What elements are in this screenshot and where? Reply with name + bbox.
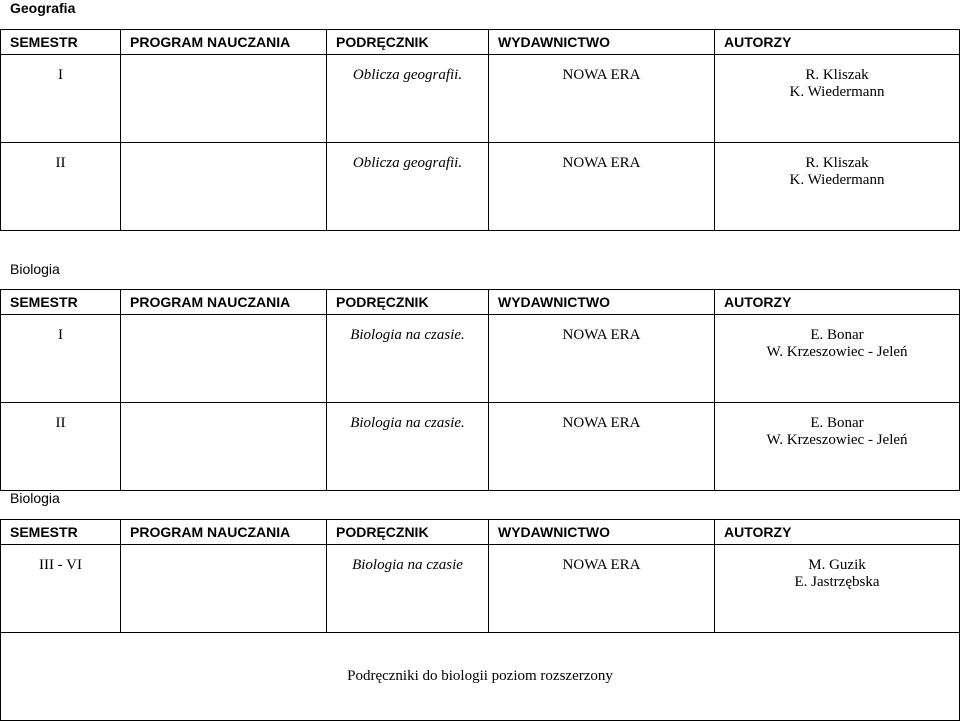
cell-wydawnictwo: NOWA ERA xyxy=(489,403,715,491)
table-row xyxy=(1,315,960,403)
cell-autorzy xyxy=(715,55,960,143)
cell-semestr: II xyxy=(1,143,121,231)
note-row xyxy=(1,633,960,721)
cell-podrecznik: Oblicza geografii. xyxy=(327,55,489,143)
header-program: PROGRAM NAUCZANIA xyxy=(121,520,327,545)
author: R. Kliszak xyxy=(805,67,869,83)
cell-wydawnictwo: NOWA ERA xyxy=(489,143,715,231)
header-semestr: SEMESTR xyxy=(1,520,121,545)
table-header-row xyxy=(1,30,960,55)
cell-wydawnictwo: NOWA ERA xyxy=(489,545,715,633)
author: R. Kliszak xyxy=(805,155,869,171)
author: W. Krzeszowiec - Jeleń xyxy=(766,344,908,360)
cell-autorzy xyxy=(715,315,960,403)
cell-program xyxy=(121,403,327,491)
header-podrecznik: PODRĘCZNIK xyxy=(327,520,489,545)
cell-podrecznik: Biologia na czasie xyxy=(327,545,489,633)
header-autorzy: AUTORZY xyxy=(715,520,960,545)
cell-program xyxy=(121,55,327,143)
table-header-row xyxy=(1,290,960,315)
cell-semestr: I xyxy=(1,315,121,403)
table-row xyxy=(1,545,960,633)
table-geografia xyxy=(0,29,960,231)
cell-semestr: I xyxy=(1,55,121,143)
cell-autorzy xyxy=(715,403,960,491)
header-autorzy: AUTORZY xyxy=(715,30,960,55)
header-program: PROGRAM NAUCZANIA xyxy=(121,30,327,55)
cell-program xyxy=(121,143,327,231)
cell-program xyxy=(121,315,327,403)
author: K. Wiedermann xyxy=(789,84,885,100)
author: M. Guzik xyxy=(808,557,866,573)
cell-semestr: III - VI xyxy=(1,545,121,633)
header-semestr: SEMESTR xyxy=(1,290,121,315)
cell-autorzy xyxy=(715,143,960,231)
author: E. Bonar xyxy=(810,327,864,343)
section-title-biologia: Biologia xyxy=(10,261,60,277)
cell-program xyxy=(121,545,327,633)
cell-podrecznik: Biologia na czasie. xyxy=(327,315,489,403)
note-cell: Podręczniki do biologii poziom rozszerzony xyxy=(1,633,960,721)
cell-autorzy xyxy=(715,545,960,633)
author: E. Jastrzębska xyxy=(794,574,880,590)
cell-semestr: II xyxy=(1,403,121,491)
header-semestr: SEMESTR xyxy=(1,30,121,55)
table-row xyxy=(1,403,960,491)
author: E. Bonar xyxy=(810,415,864,431)
cell-wydawnictwo: NOWA ERA xyxy=(489,315,715,403)
header-wydawnictwo: WYDAWNICTWO xyxy=(489,30,715,55)
table-row xyxy=(1,55,960,143)
header-autorzy: AUTORZY xyxy=(715,290,960,315)
author: W. Krzeszowiec - Jeleń xyxy=(766,432,908,448)
header-podrecznik: PODRĘCZNIK xyxy=(327,30,489,55)
table-row xyxy=(1,143,960,231)
author: K. Wiedermann xyxy=(789,172,885,188)
header-wydawnictwo: WYDAWNICTWO xyxy=(489,520,715,545)
section-title-biologia-rozszerzona: Biologia xyxy=(10,490,60,506)
cell-podrecznik: Biologia na czasie. xyxy=(327,403,489,491)
header-wydawnictwo: WYDAWNICTWO xyxy=(489,290,715,315)
section-title-geografia: Geografia xyxy=(10,0,76,16)
table-biologia xyxy=(0,289,960,491)
header-podrecznik: PODRĘCZNIK xyxy=(327,290,489,315)
header-program: PROGRAM NAUCZANIA xyxy=(121,290,327,315)
table-header-row xyxy=(1,520,960,545)
cell-podrecznik: Oblicza geografii. xyxy=(327,143,489,231)
table-biologia-rozszerzona xyxy=(0,519,960,721)
cell-wydawnictwo: NOWA ERA xyxy=(489,55,715,143)
